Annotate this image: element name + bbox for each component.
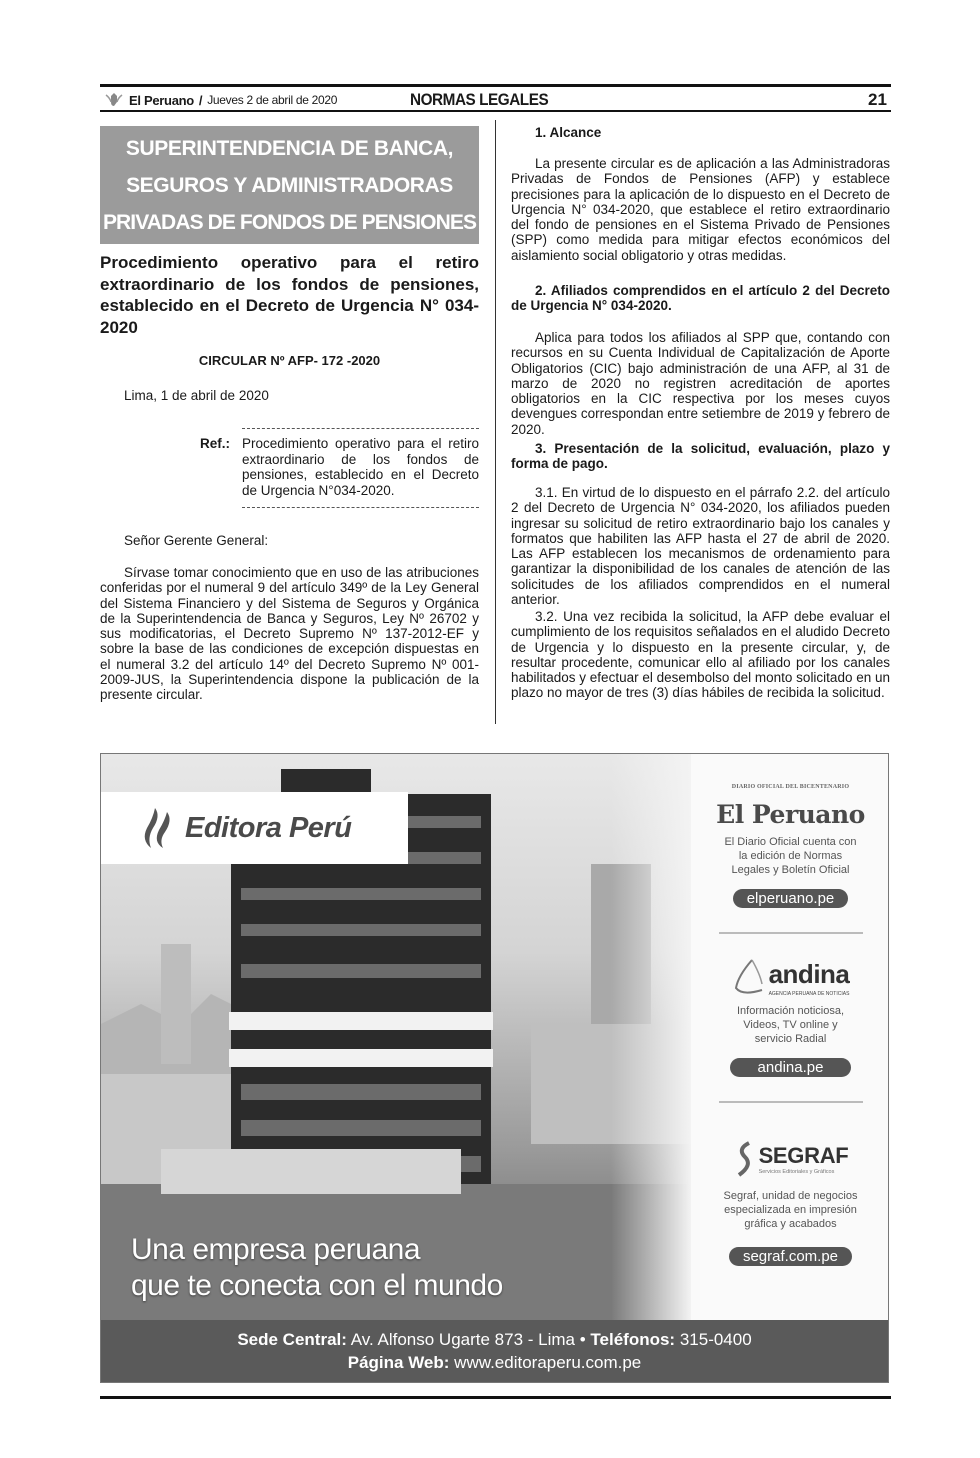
el-peruano-kicker: DIARIO OFICIAL DEL BICENTENARIO [731,784,850,790]
page-number: 21 [868,90,887,109]
agency-line: SUPERINTENDENCIA DE BANCA, [125,137,454,160]
hq-label: Sede Central: [237,1330,347,1349]
header-bottom-rule [100,110,891,112]
section-3-2: 3.2. Una vez recibida la solicitud, la AFP debe evaluar el cumplimiento de los requisitos señalados en el aludido Decreto de Urgencia y lo dispuesto en la presente circular, y, de resultar procedente, comunicar ello al afiliado por los canales habilitados y efectuar el desembolso del monto solicitado en un plazo no mayor de tres (3) días hábiles de recibida la solicitud. [511,609,890,701]
web-url[interactable]: www.editoraperu.com.pe [454,1353,642,1372]
ref-label: Ref.: [200,436,230,451]
andina-url[interactable]: andina.pe [730,1058,852,1077]
contact-line-2 [101,1351,888,1374]
ad-contact-bar [101,1320,888,1383]
el-peruano-logo: El Peruano [716,800,865,829]
column-divider [495,120,496,724]
section-2-heading: 2. Afiliados comprendidos en el artículo 2 del Decreto de Urgencia N° 034-2020. [511,283,890,314]
section-3-heading: 3. Presentación de la solicitud, evaluación, plazo y forma de pago. [511,441,890,472]
el-peruano-url[interactable]: elperuano.pe [733,889,849,908]
editora-peru-flame-icon [141,806,175,850]
el-peruano-description: El Diario Oficial cuenta con la edición de Normas Legales y Boletín Oficial [724,836,857,876]
segraf-name: SEGRAF [758,1143,849,1168]
document-title: Procedimiento operativo para el retiro extraordinario de los fondos de pensiones, establecido en el Decreto de Urgencia N° 034-2020 [100,253,479,337]
section-2-body: Aplica para todos los afiliados al SPP que, contando con recursos en su Cuenta Individual de Capitalización de Aporte Obligatorios (CIC) bajo administración de una AFP, al 31 de marzo de 2020 no registren acreditación de aportes obligatorios en la CIC respectiva por los meses cuyos devengues correspondan entre setiembre de 2019 y febrero de 2020. [511,330,890,437]
peru-coat-of-arms-icon [104,92,124,108]
masthead [104,92,337,108]
ref-text: Procedimiento operativo para el retiro extraordinario de los fondos de pensiones, establecido en el Decreto de Urgencia N°034-2020. [242,436,479,498]
hq-address: Av. Alfonso Ugarte 873 - Lima • [350,1330,586,1349]
ref-top-divider [242,428,479,429]
section-title: NORMAS LEGALES [410,90,549,109]
header-top-rule [100,84,891,87]
section-3-1: 3.1. En virtud de lo dispuesto en el párrafo 2.2. del artículo 2 del Decreto de Urgencia N° 034-2020, los afiliados pueden ingresar su solicitud de retiro extraordinario bajo los canales y formatos que habiliten las AFP hasta el 27 de abril de 2020. Las AFP establecen los mecanismos de ordenamiento para garantizar la disponibilidad de los canales de atención de las solicitudes de los afiliados comprendidos en el numeral anterior. [511,485,890,608]
publication-date: Jueves 2 de abril de 2020 [207,93,338,107]
intro-paragraph: Sírvase tomar conocimiento que en uso de las atribuciones conferidas por el numeral 9 del artículo 349º de la Ley General del Sistema Financiero y del Sistema de Seguros y Orgánica de la Superintendencia de Banca y Seguros, Ley Nº 26702 y sus modificatorias, el Decreto Supremo Nº 137-2012-EF y sobre la base de las condiciones de excepción dispuestas en el numeral 3.2 del artículo 14º del Decreto Supremo Nº 001-2009-JUS, la Superintendencia dispone la publicación de la presente circular. [100,565,479,703]
editora-peru-logo-text: Editora Perú [185,811,352,844]
segraf-tagline: Servicios Editoriales y Gráficos [758,1169,835,1175]
brand-divider [719,932,863,934]
web-label: Página Web: [347,1353,450,1372]
agency-line: PRIVADAS DE FONDOS DE PENSIONES [102,211,477,234]
brand-divider [719,1101,863,1103]
andina-tagline: AGENCIA PERUANA DE NOTICIAS [768,991,850,997]
header-separator: / [198,92,203,108]
ref-bottom-divider [242,507,479,508]
andina-logo [691,958,889,998]
ad-slogan [131,1232,503,1304]
section-1-heading: 1. Alcance [535,125,602,140]
segraf-description: Segraf, unidad de negocios especializada en impresión gráfica y acabados [723,1190,858,1230]
segraf-s-icon [733,1141,755,1177]
contact-line-1 [101,1328,888,1351]
editora-peru-logo [101,792,408,864]
andina-description: Información noticiosa, Videos, TV online y servicio Radial [737,1005,844,1045]
phone-label: Teléfonos: [590,1330,676,1349]
agency-line: SEGUROS Y ADMINISTRADORAS [126,174,453,197]
segraf-logo [691,1141,889,1177]
phone-number: 315-0400 [679,1330,752,1349]
slogan-line: Una empresa peruana [131,1233,421,1266]
segraf-url[interactable]: segraf.com.pe [729,1247,852,1266]
brands-panel [691,754,889,1320]
editora-peru-advertisement [100,753,889,1383]
place-date: Lima, 1 de abril de 2020 [124,388,269,403]
agency-banner [100,126,479,244]
andina-name: andina [768,959,850,989]
slogan-line: que te conecta con el mundo [131,1269,503,1302]
newspaper-name: El Peruano [129,92,194,108]
section-1-body: La presente circular es de aplicación a las Administradoras Privadas de Fondos de Pensiones (AFP) y establece precisiones para la aplicación de lo dispuesto en el Decreto de Urgencia N° 034-2020, que establece el retiro extraordinario del fondo de pensiones en el Sistema Privado de Pensiones (SPP) como medida para mitigar efectos económicos del aislamiento social obligatorio y otras medidas. [511,156,890,263]
salutation: Señor Gerente General: [124,533,269,548]
andina-mountain-icon [732,958,766,998]
page-bottom-rule [100,1396,891,1399]
circular-number: CIRCULAR Nº AFP- 172 -2020 [198,353,381,368]
